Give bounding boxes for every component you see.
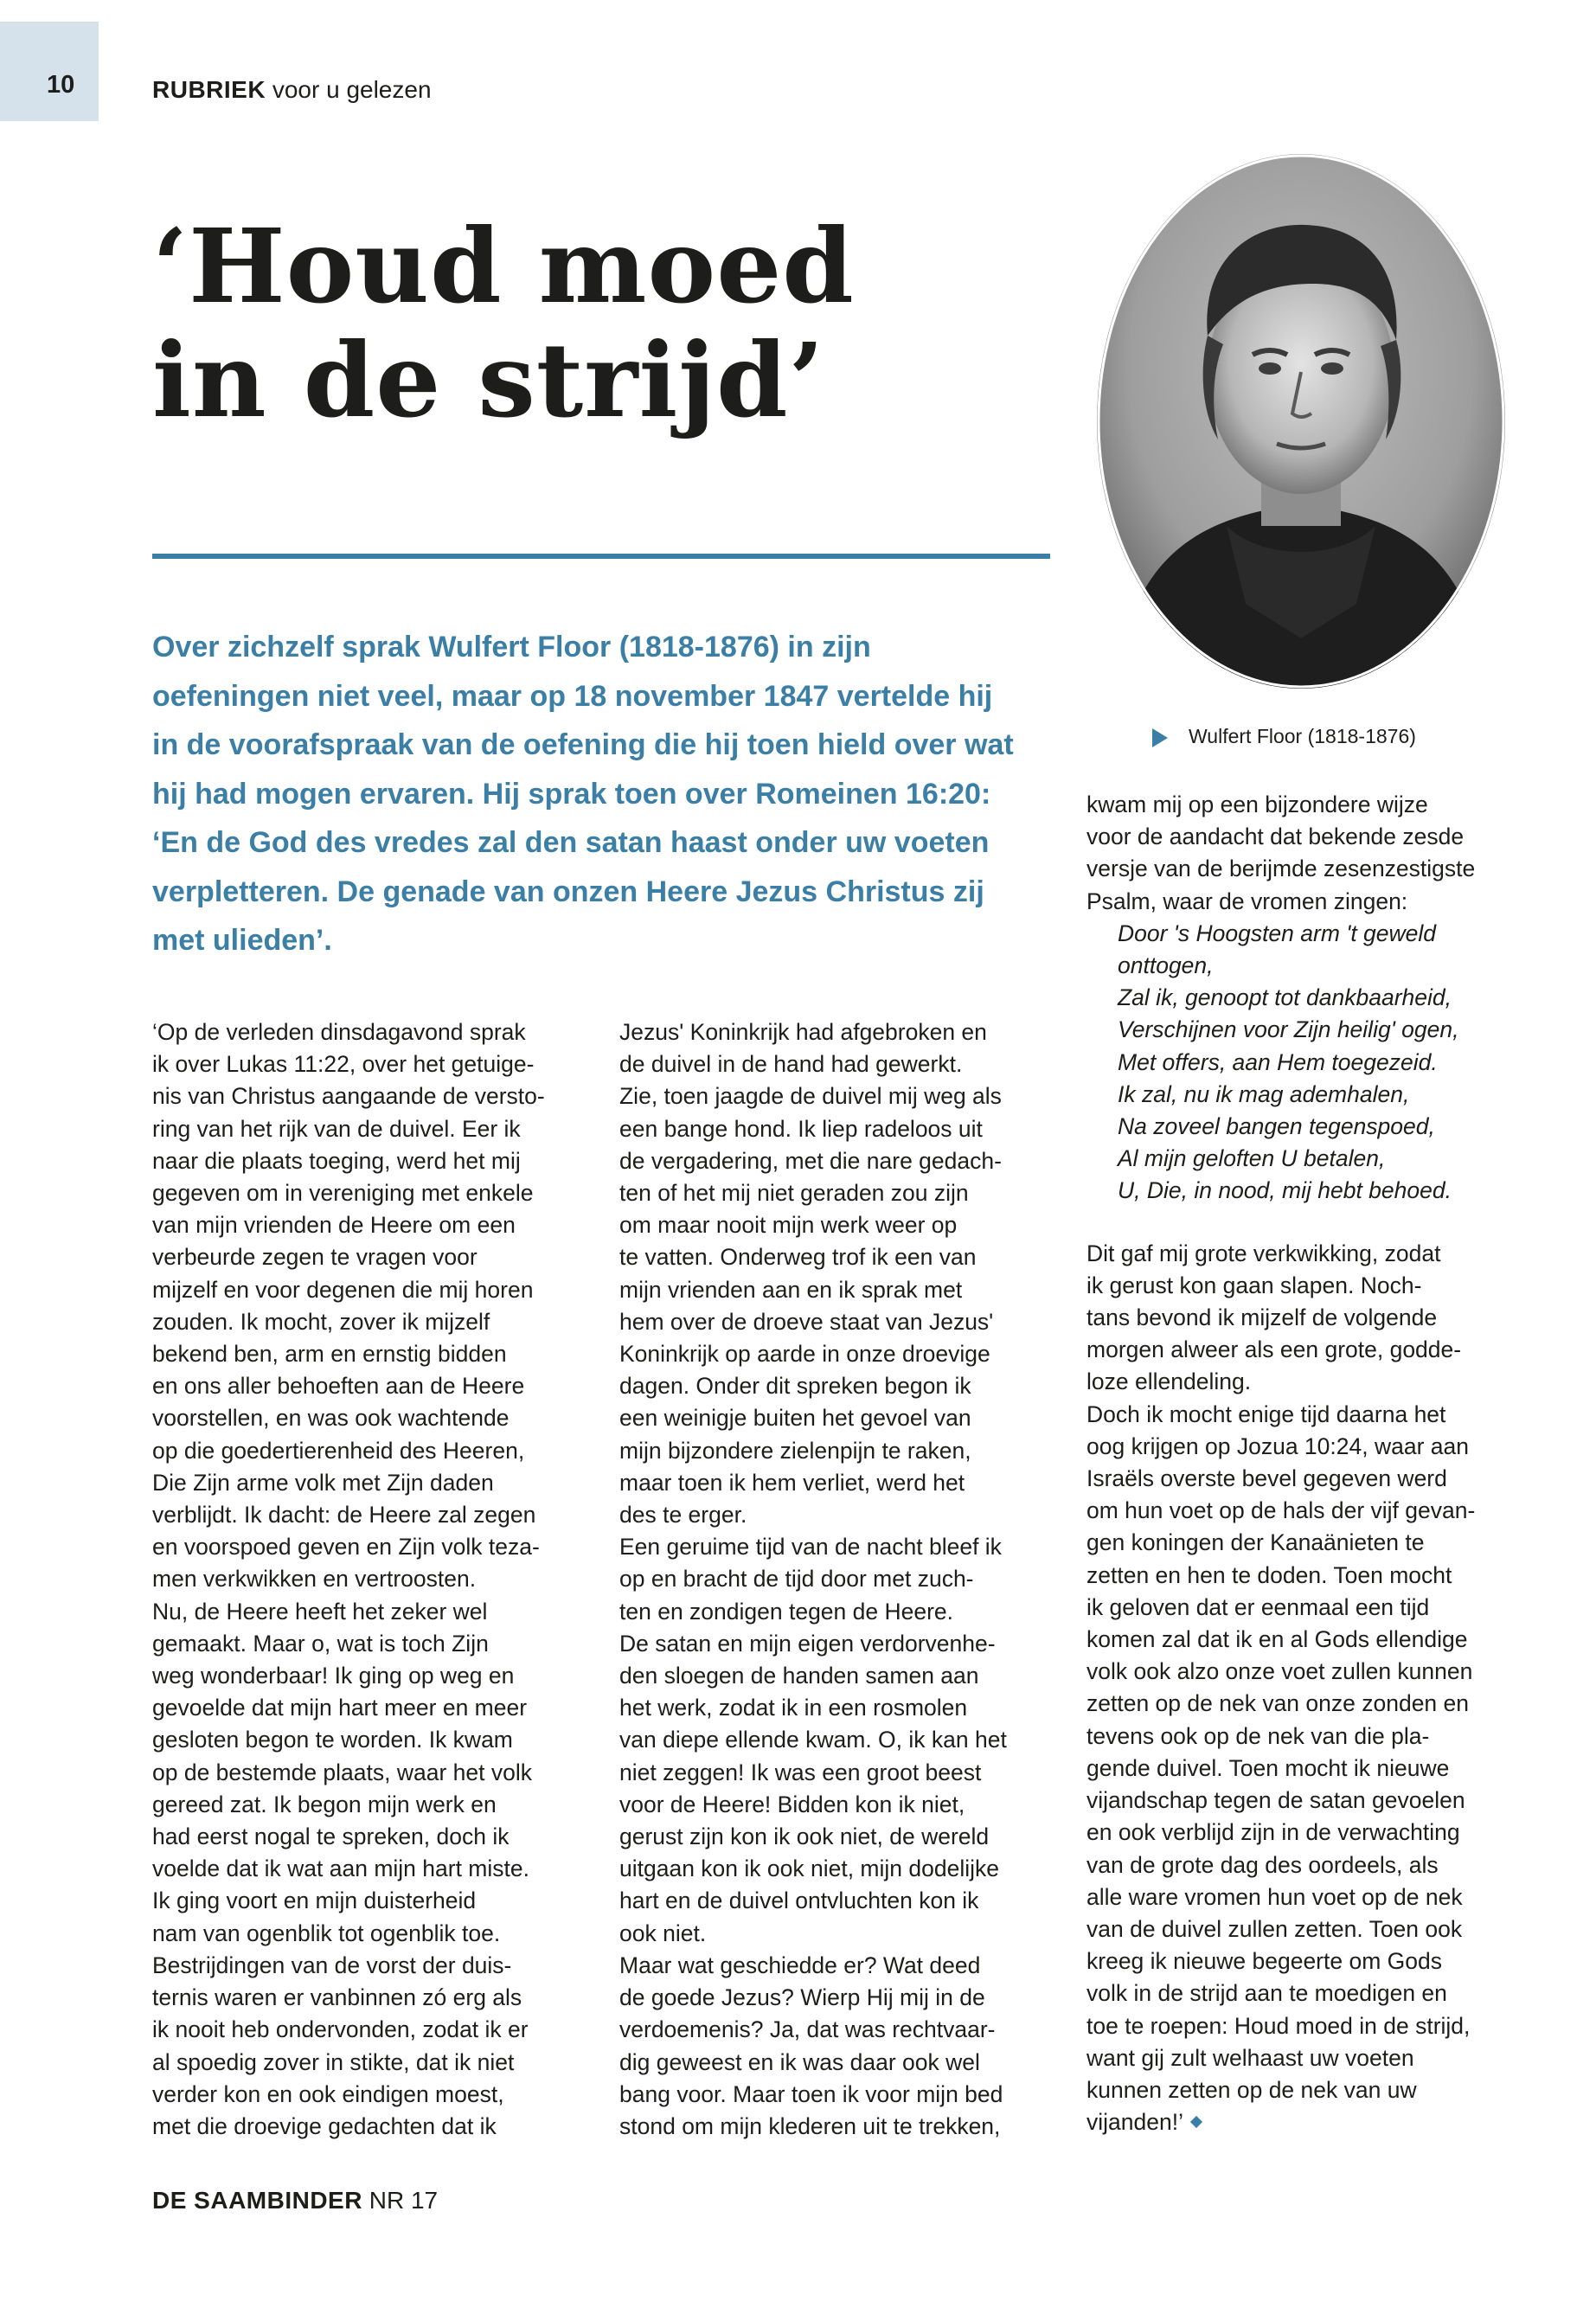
text-line: om maar nooit mijn werk weer op	[619, 1212, 958, 1239]
text-line: Jezus' Koninkrijk had afgebroken en	[619, 1019, 987, 1045]
text-line: gen koningen der Kanaänieten te	[1086, 1529, 1425, 1556]
intro-line: hij had mogen ervaren. Hij sprak toen over Romeinen 16:20:	[152, 777, 991, 811]
text-line: ring van het rijk van de duivel. Eer ik	[152, 1115, 521, 1142]
text-line: stond om mijn klederen uit te trekken,	[619, 2112, 1001, 2139]
text-line: Maar wat geschiedde er? Wat deed	[619, 1952, 981, 1978]
text-line: op en bracht de tijd door met zuch-	[619, 1566, 974, 1593]
article-column-1	[152, 1016, 585, 2143]
poem-line: Door 's Hoogsten arm 't geweld	[1118, 920, 1437, 946]
text-line: niet zeggen! Ik was een groot beest	[619, 1759, 982, 1785]
text-line: Nu, de Heere heeft het zeker wel	[152, 1598, 488, 1625]
text-line: de goede Jezus? Wierp Hij mij in de	[619, 1984, 985, 2011]
article-column-3	[1086, 789, 1528, 2138]
text-line: mijn vrienden aan en ik sprak met	[619, 1276, 963, 1303]
column-3-text-b	[1086, 1238, 1528, 2139]
text-line: kreeg ik nieuwe begeerte om Gods	[1086, 1948, 1442, 1975]
poem-line: Ik zal, nu ik mag ademhalen,	[1118, 1080, 1410, 1107]
text-line: verblijdt. Ik dacht: de Heere zal zegen	[152, 1502, 536, 1529]
article-title	[152, 206, 1017, 440]
rubric-header	[152, 76, 432, 104]
text-line: nis van Christus aangaande de versto-	[152, 1083, 545, 1110]
title-line: in de strijd’	[152, 320, 825, 440]
text-line: komen zal dat ik en al Gods ellendige	[1086, 1626, 1468, 1653]
text-line: van de duivel zullen zetten. Toen ook	[1086, 1915, 1463, 1942]
text-line: volk ook alzo onze voet zullen kunnen	[1086, 1658, 1473, 1685]
text-line: ‘Op de verleden dinsdagavond sprak	[152, 1019, 526, 1045]
text-line: voor de Heere! Bidden kon ik niet,	[619, 1791, 965, 1817]
intro-line: verpletteren. De genade van onzen Heere Jezus Christus zij	[152, 875, 984, 908]
text-line: loze ellendeling.	[1086, 1368, 1252, 1395]
text-line: Koninkrijk op aarde in onze droevige	[619, 1341, 990, 1368]
text-line: volk in de strijd aan te moedigen en	[1086, 1980, 1447, 2007]
poem-line: U, Die, in nood, mij hebt behoed.	[1118, 1177, 1452, 1204]
text-line: ik gerust kon gaan slapen. Noch-	[1086, 1272, 1422, 1298]
text-line: een bange hond. Ik liep radeloos uit	[619, 1115, 983, 1142]
text-line: mijzelf en voor degenen die mij horen	[152, 1276, 534, 1303]
text-line: van diepe ellende kwam. O, ik kan het	[619, 1727, 1007, 1753]
rubric-title: voor u gelezen	[272, 76, 432, 103]
text-line: dagen. Onder dit spreken begon ik	[619, 1373, 971, 1400]
text-line: Dit gaf mij grote verkwikking, zodat	[1086, 1240, 1441, 1266]
text-line: uitgaan kon ik ook niet, mijn dodelijke	[619, 1856, 999, 1882]
text-line: gevoelde dat mijn hart meer en meer	[152, 1695, 528, 1721]
text-line: voorstellen, en was ook wachtende	[152, 1405, 510, 1432]
poem-line: Met offers, aan Hem toegezeid.	[1118, 1048, 1438, 1075]
poem-line: onttogen,	[1118, 952, 1214, 979]
text-line: bekend ben, arm en ernstig bidden	[152, 1341, 507, 1368]
text-line: en ons aller behoeften aan de Heere	[152, 1373, 525, 1400]
text-line: naar die plaats toeging, werd het mij	[152, 1147, 521, 1174]
text-line: oog krijgen op Jozua 10:24, waar aan	[1086, 1433, 1469, 1459]
text-line: verbeurde zegen te vragen voor	[152, 1244, 478, 1271]
intro-line: oefeningen niet veel, maar op 18 november 1847 vertelde hij	[152, 679, 993, 713]
text-line: men verkwikken en vertroosten.	[152, 1566, 477, 1593]
text-line: dig geweest en ik was daar ook wel	[619, 2048, 980, 2075]
text-line: had eerst nogal te spreken, doch ik	[152, 1823, 510, 1850]
text-line: Zie, toen jaagde de duivel mij weg als	[619, 1083, 1002, 1110]
text-line: ten of het mij niet geraden zou zijn	[619, 1180, 969, 1207]
text-line: kwam mij op een bijzondere wijze	[1086, 792, 1428, 817]
intro-line: ‘En de God des vredes zal den satan haast onder uw voeten	[152, 826, 990, 859]
photo-caption: Wulfert Floor (1818-1876)	[1189, 725, 1416, 747]
text-line: ik geloven dat er eenmaal een tijd	[1086, 1593, 1430, 1620]
text-line: maar toen ik hem verliet, werd het	[619, 1469, 965, 1496]
text-line: voelde dat ik wat aan mijn hart miste.	[152, 1856, 529, 1882]
text-line: hem over de droeve staat van Jezus'	[619, 1308, 994, 1335]
text-line: gerust zijn kon ik ook niet, de wereld	[619, 1823, 990, 1850]
caption-arrow-icon	[1152, 728, 1168, 747]
portrait-photo	[1097, 154, 1505, 689]
column-1-text	[152, 1016, 585, 2143]
issue-number: NR 17	[369, 2187, 439, 2214]
text-line: gereed zat. Ik begon mijn werk en	[152, 1791, 497, 1817]
text-line: vijanden!’	[1086, 2109, 1183, 2136]
intro-line: met ulieden’.	[152, 924, 332, 957]
text-line: voor de aandacht dat bekende zesde	[1086, 824, 1465, 850]
text-line: Die Zijn arme volk met Zijn daden	[152, 1469, 494, 1496]
poem-line: Verschijnen voor Zijn heilig' ogen,	[1118, 1016, 1459, 1043]
text-line: van de grote dag des oordeels, als	[1086, 1851, 1439, 1878]
text-line: verdoemenis? Ja, dat was rechtvaar-	[619, 2016, 996, 2043]
text-line: ik over Lukas 11:22, over het getuige-	[152, 1051, 535, 1078]
text-line: ook niet.	[619, 1920, 707, 1946]
text-line: gemaakt. Maar o, wat is toch Zijn	[152, 1630, 489, 1657]
text-line: al spoedig zover in stikte, dat ik niet	[152, 2048, 515, 2075]
text-line: De satan en mijn eigen verdorvenhe-	[619, 1630, 996, 1657]
title-divider	[152, 554, 1050, 559]
intro-line: in de voorafspraak van de oefening die hij toen hield over wat	[152, 728, 1014, 761]
text-line: versje van de berijmde zesenzestigste	[1086, 856, 1476, 882]
poem-line: Zal ik, genoopt tot dankbaarheid,	[1118, 984, 1452, 1011]
text-line: gende duivel. Toen mocht ik nieuwe	[1086, 1754, 1450, 1781]
paragraph-gap	[1086, 1208, 1528, 1238]
text-line: mijn bijzondere zielenpijn te raken,	[619, 1437, 971, 1464]
text-line: het werk, zodat ik in een rosmolen	[619, 1695, 968, 1721]
text-line: gegeven om in vereniging met enkele	[152, 1180, 534, 1207]
intro-line: Over zichzelf sprak Wulfert Floor (1818-1876) in zijn	[152, 631, 871, 663]
text-line: Ik ging voort en mijn duisterheid	[152, 1888, 477, 1914]
text-line: bang voor. Maar toen ik voor mijn bed	[619, 2080, 1003, 2107]
text-line: tans bevond ik mijzelf de volgende	[1086, 1304, 1438, 1331]
text-line: tevens ook op de nek van die pla-	[1086, 1722, 1430, 1749]
text-line: een weinigje buiten het gevoel van	[619, 1405, 971, 1432]
page-number: 10	[47, 71, 75, 99]
text-line: om hun voet op de hals der vijf gevan-	[1086, 1497, 1476, 1524]
text-line: ten en zondigen tegen de Heere.	[619, 1598, 954, 1625]
text-line: den sloegen de handen samen aan	[619, 1663, 979, 1689]
column-3-text-a	[1086, 789, 1528, 918]
text-line: ternis waren er vanbinnen zó erg als	[152, 1984, 522, 2011]
text-line: en ook verblijd zijn in de verwachting	[1086, 1819, 1460, 1846]
page-footer	[152, 2187, 438, 2214]
text-line: Bestrijdingen van de vorst der duis-	[152, 1952, 512, 1978]
text-line: te vatten. Onderweg trof ik een van	[619, 1244, 977, 1271]
text-line: de duivel in de hand had gewerkt.	[619, 1051, 963, 1078]
text-line: kunnen zetten op de nek van uw	[1086, 2076, 1417, 2103]
text-line: op die goedertierenheid des Heeren,	[152, 1437, 525, 1464]
text-line: verder kon en ook eindigen moest,	[152, 2080, 504, 2107]
article-intro	[152, 623, 1052, 965]
psalm-quote	[1086, 918, 1528, 1208]
text-line: Israëls overste bevel gegeven werd	[1086, 1465, 1447, 1492]
text-line: gesloten begon te worden. Ik kwam	[152, 1727, 513, 1753]
text-line: want gij zult welhaast uw voeten	[1086, 2044, 1414, 2071]
poem-line: Al mijn geloften U betalen,	[1118, 1145, 1386, 1172]
text-line: van mijn vrienden de Heere om een	[152, 1212, 516, 1239]
text-line: de vergadering, met die nare gedach-	[619, 1147, 1002, 1174]
text-line: met die droevige gedachten dat ik	[152, 2112, 497, 2139]
magazine-name: DE SAAMBINDER	[152, 2187, 362, 2214]
text-line: toe te roepen: Houd moed in de strijd,	[1086, 2012, 1471, 2039]
text-line: ik nooit heb ondervonden, zodat ik er	[152, 2016, 529, 2043]
text-line: en voorspoed geven en Zijn volk teza-	[152, 1534, 540, 1561]
text-line: morgen alweer als een grote, godde-	[1086, 1336, 1462, 1363]
text-line: zouden. Ik mocht, zover ik mijzelf	[152, 1308, 490, 1335]
text-line: des te erger.	[619, 1502, 747, 1529]
text-line: Doch ik mocht enige tijd daarna het	[1086, 1400, 1446, 1427]
text-line: alle ware vromen hun voet op de nek	[1086, 1883, 1463, 1910]
text-line: vijandschap tegen de satan gevoelen	[1086, 1787, 1465, 1814]
text-line: weg wonderbaar! Ik ging op weg en	[152, 1663, 515, 1689]
text-line: zetten en hen te doden. Toen mocht	[1086, 1561, 1452, 1588]
text-line: nam van ogenblik tot ogenblik toe.	[152, 1920, 501, 1946]
text-line: op de bestemde plaats, waar het volk	[152, 1759, 532, 1785]
title-line: ‘Houd moed	[152, 206, 855, 326]
text-line: hart en de duivel ontvluchten kon ik	[619, 1888, 979, 1914]
article-column-2	[619, 1016, 1052, 2143]
text-line: Psalm, waar de vromen zingen:	[1086, 888, 1408, 914]
poem-line: Na zoveel bangen tegenspoed,	[1118, 1113, 1435, 1140]
column-2-text	[619, 1016, 1052, 2143]
text-line: zetten op de nek van onze zonden en	[1086, 1690, 1470, 1717]
end-mark-icon	[1190, 2116, 1202, 2128]
text-line: Een geruime tijd van de nacht bleef ik	[619, 1534, 1002, 1561]
rubric-label: RUBRIEK	[152, 76, 266, 103]
